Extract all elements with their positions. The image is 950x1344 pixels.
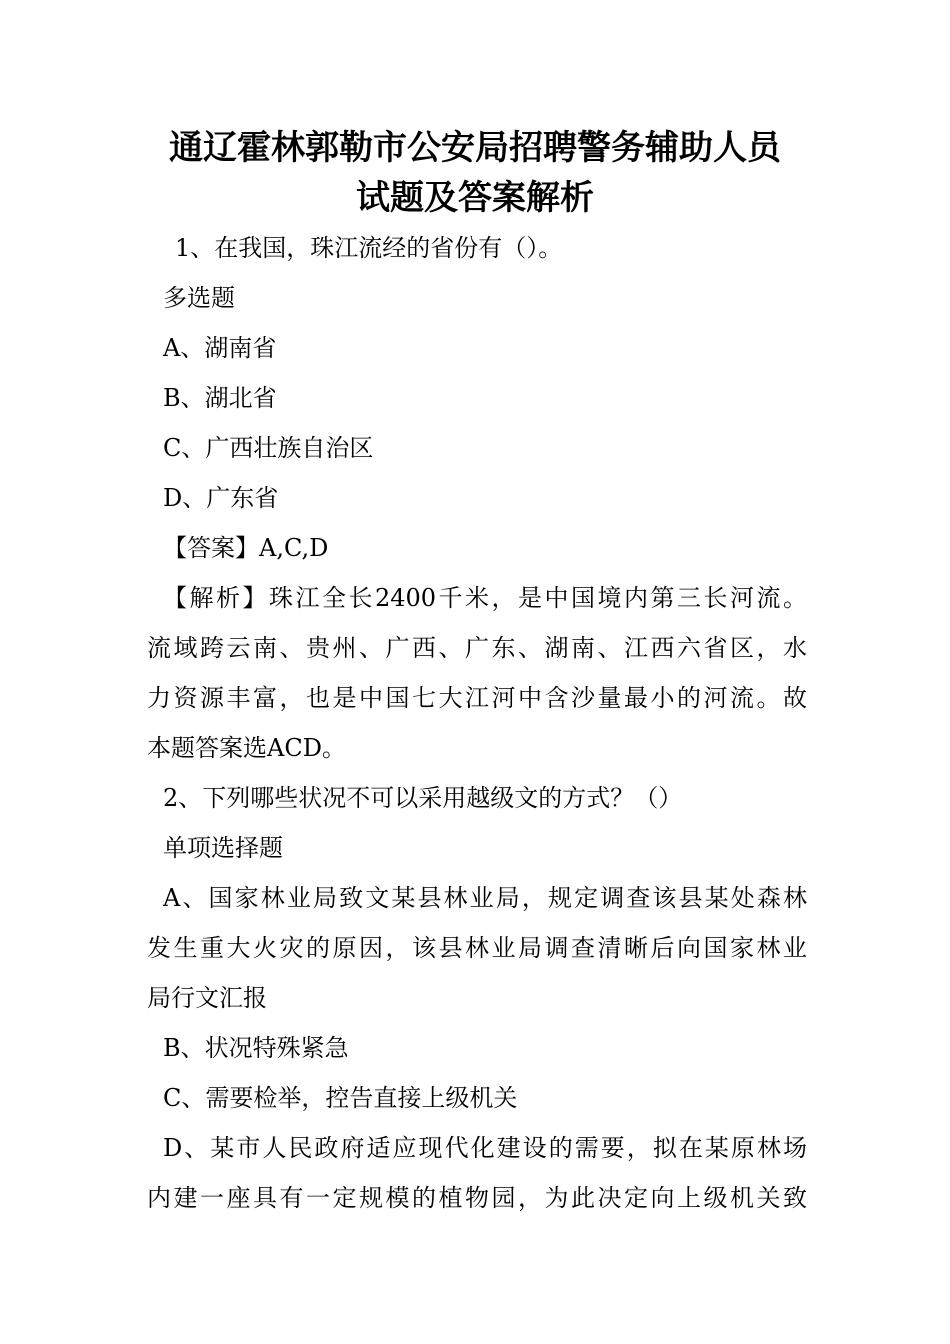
q2-option-d-line-1: D、某市人民政府适应现代化建设的需要，拟在某原林场 — [163, 1134, 807, 1162]
document-title-line-2: 试题及答案解析 — [356, 178, 594, 218]
q2-option-a-line-3: 局行文汇报 — [147, 984, 267, 1012]
q1-option-d: D、广东省 — [163, 484, 279, 512]
q1-analysis-line-4: 本题答案选ACD。 — [147, 734, 346, 762]
q1-answer: 【答案】A,C,D — [163, 534, 329, 562]
q1-question: 1、在我国，珠江流经的省份有（）。 — [175, 234, 563, 262]
q1-analysis-line-1: 【解析】珠江全长2400千米，是中国境内第三长河流。 — [163, 584, 807, 612]
q2-type: 单项选择题 — [163, 834, 283, 862]
q2-option-c: C、需要检举，控告直接上级机关 — [163, 1084, 518, 1112]
q1-analysis-line-3: 力资源丰富，也是中国七大江河中含沙量最小的河流。故 — [147, 684, 807, 712]
q2-question: 2、下列哪些状况不可以采用越级文的方式？（） — [163, 784, 683, 812]
q2-option-a-line-2: 发生重大火灾的原因，该县林业局调查清晰后向国家林业 — [147, 934, 807, 962]
q2-option-b: B、状况特殊紧急 — [163, 1034, 349, 1062]
q2-option-a-line-1: A、国家林业局致文某县林业局，规定调查该县某处森林 — [163, 884, 807, 912]
q1-option-b: B、湖北省 — [163, 384, 277, 412]
q1-option-a: A、湖南省 — [163, 334, 277, 362]
q2-option-d-line-2: 内建一座具有一定规模的植物园，为此决定向上级机关致 — [147, 1184, 807, 1212]
q1-analysis-line-2: 流域跨云南、贵州、广西、广东、湖南、江西六省区，水 — [147, 634, 807, 662]
q1-type: 多选题 — [163, 284, 235, 312]
q1-option-c: C、广西壮族自治区 — [163, 434, 374, 462]
document-title-line-1: 通辽霍林郭勒市公安局招聘警务辅助人员 — [169, 128, 781, 168]
